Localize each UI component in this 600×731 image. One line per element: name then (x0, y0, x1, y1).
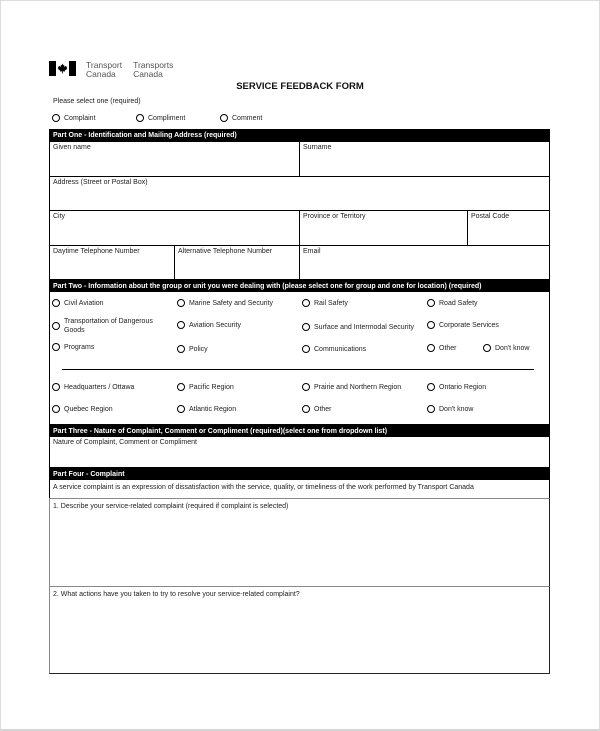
address-field[interactable]: Address (Street or Postal Box) (49, 176, 550, 211)
radio-dangerous-goods[interactable]: Transportation of Dangerous Goods (52, 317, 153, 335)
province-field[interactable]: Province or Territory (299, 210, 468, 246)
radio-group-other[interactable]: Other (427, 344, 457, 352)
radio-rail-safety[interactable]: Rail Safety (302, 299, 348, 307)
radio-programs[interactable]: Programs (52, 343, 94, 351)
radio-comment[interactable]: Comment (220, 114, 262, 122)
dept-fr-line2: Canada (133, 68, 163, 79)
postal-code-field[interactable]: Postal Code (467, 210, 550, 246)
radio-button-icon[interactable] (177, 321, 185, 329)
dept-fr-line1: Transports (133, 60, 174, 70)
radio-button-icon[interactable] (136, 114, 144, 122)
radio-button-icon[interactable] (177, 383, 185, 391)
radio-button-icon[interactable] (427, 344, 435, 352)
group-location-divider (62, 369, 534, 370)
transport-canada-logo (49, 61, 173, 78)
radio-button-icon[interactable] (302, 383, 310, 391)
radio-marine-safety[interactable]: Marine Safety and Security (177, 299, 273, 307)
radio-pacific-region[interactable]: Pacific Region (177, 383, 234, 391)
type-select-prompt: Please select one (required) (53, 98, 141, 105)
email-field[interactable]: Email (299, 245, 550, 280)
radio-button-icon[interactable] (427, 299, 435, 307)
alternative-phone-field[interactable]: Alternative Telephone Number (174, 245, 300, 280)
part-two-header: Part Two - Information about the group or unit you were dealing with (please select one for group and one for location) (required) (49, 279, 550, 293)
part-one-header: Part One - Identification and Mailing Address (required) (49, 129, 550, 142)
radio-button-icon[interactable] (52, 405, 60, 413)
radio-button-icon[interactable] (52, 114, 60, 122)
radio-button-icon[interactable] (427, 405, 435, 413)
radio-prairie-northern-region[interactable]: Prairie and Northern Region (302, 383, 401, 391)
radio-location-other[interactable]: Other (302, 405, 332, 413)
daytime-phone-field[interactable]: Daytime Telephone Number (49, 245, 175, 280)
radio-button-icon[interactable] (177, 299, 185, 307)
radio-ontario-region[interactable]: Ontario Region (427, 383, 486, 391)
radio-button-icon[interactable] (302, 299, 310, 307)
radio-policy[interactable]: Policy (177, 345, 208, 353)
radio-aviation-security[interactable]: Aviation Security (177, 321, 241, 329)
radio-civil-aviation[interactable]: Civil Aviation (52, 299, 104, 307)
radio-road-safety[interactable]: Road Safety (427, 299, 478, 307)
radio-button-icon[interactable] (52, 299, 60, 307)
radio-communications[interactable]: Communications (302, 345, 366, 353)
complaint-description: A service complaint is an expression of dissatisfaction with the service, quality, or timeliness of the work performed by Transport Canada (49, 480, 550, 499)
radio-button-icon[interactable] (52, 383, 60, 391)
radio-complaint[interactable]: Complaint (52, 114, 96, 122)
canada-flag-icon (49, 61, 76, 76)
dept-name-fr (133, 61, 173, 78)
surname-field[interactable]: Surname (299, 141, 550, 177)
complaint-description-textarea[interactable]: 1. Describe your service-related complaint (required if complaint is selected) (49, 498, 550, 587)
radio-corporate-services[interactable]: Corporate Services (427, 321, 499, 329)
given-name-field[interactable]: Given name (49, 141, 300, 177)
dept-en-line1: Transport (86, 60, 123, 70)
radio-button-icon[interactable] (177, 405, 185, 413)
radio-atlantic-region[interactable]: Atlantic Region (177, 405, 236, 413)
dept-en-line2: Canada (86, 68, 116, 79)
radio-button-icon[interactable] (427, 321, 435, 329)
part-three-header: Part Three - Nature of Complaint, Comment or Compliment (required)(select one from dropdown list) (49, 424, 550, 438)
radio-group-dont-know[interactable]: Don't know (483, 344, 529, 352)
resolution-actions-textarea[interactable]: 2. What actions have you taken to try to resolve your service-related complaint? (49, 586, 550, 674)
radio-button-icon[interactable] (302, 323, 310, 331)
radio-button-icon[interactable] (220, 114, 228, 122)
part-two-body (49, 292, 550, 425)
radio-quebec-region[interactable]: Quebec Region (52, 405, 113, 413)
radio-headquarters-ottawa[interactable]: Headquarters / Ottawa (52, 383, 134, 391)
dept-name-en (86, 61, 122, 78)
radio-button-icon[interactable] (302, 405, 310, 413)
radio-location-dont-know[interactable]: Don't know (427, 405, 473, 413)
radio-compliment[interactable]: Compliment (136, 114, 185, 122)
radio-button-icon[interactable] (483, 344, 491, 352)
radio-button-icon[interactable] (177, 345, 185, 353)
nature-dropdown-field[interactable]: Nature of Complaint, Comment or Compliment (49, 437, 550, 468)
part-four-header: Part Four - Complaint (49, 467, 550, 481)
radio-button-icon[interactable] (427, 383, 435, 391)
radio-button-icon[interactable] (52, 322, 60, 330)
radio-button-icon[interactable] (52, 343, 60, 351)
form-title: SERVICE FEEDBACK FORM (236, 81, 364, 92)
radio-button-icon[interactable] (302, 345, 310, 353)
radio-surface-intermodal-security[interactable]: Surface and Intermodal Security (302, 323, 414, 331)
city-field[interactable]: City (49, 210, 300, 246)
